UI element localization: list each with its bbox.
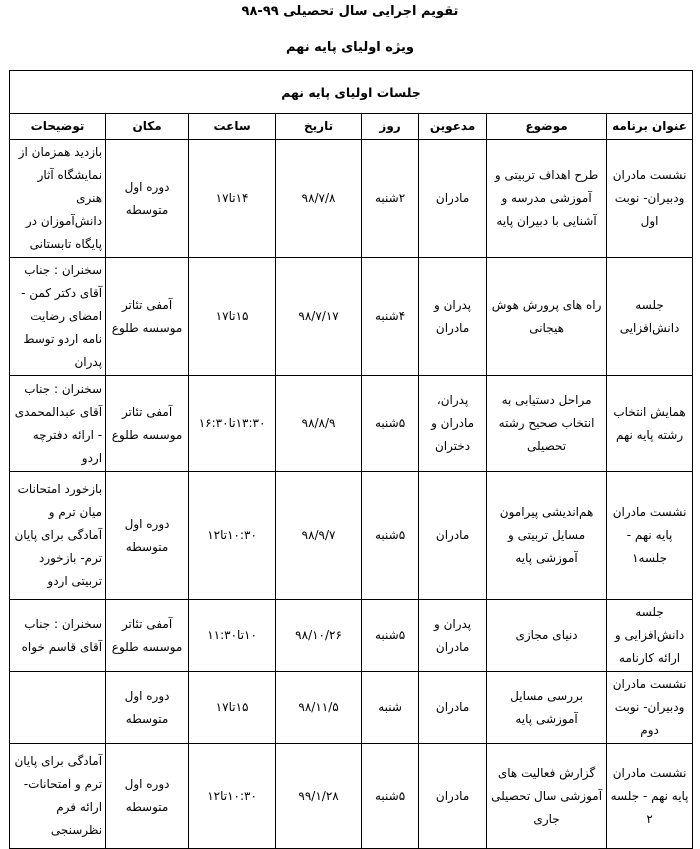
cell-program: همایش انتخاب رشته پایه نهم	[607, 376, 693, 472]
cell-program: جلسه دانش‌افزایی و ارائه کارنامه	[607, 600, 693, 672]
cell-day: ۲شنبه	[362, 140, 419, 258]
cell-date: ۹۸/۱۰/۲۶	[276, 600, 362, 672]
cell-notes: سخنران : جناب آقای قاسم خواه	[10, 600, 106, 672]
cell-day: ۵شنبه	[362, 376, 419, 472]
cell-place: دوره اول متوسطه	[106, 744, 189, 849]
cell-date: ۹۸/۸/۹	[276, 376, 362, 472]
column-header-notes: توضیحات	[10, 114, 106, 140]
table-row	[10, 672, 693, 744]
schedule-table	[9, 70, 693, 849]
cell-day: ۵شنبه	[362, 600, 419, 672]
cell-place: دوره اول متوسطه	[106, 140, 189, 258]
cell-notes	[10, 672, 106, 744]
table-caption: جلسات اولیای پایه نهم	[10, 71, 693, 114]
cell-invitees: مادران	[419, 744, 487, 849]
cell-invitees: مادران	[419, 140, 487, 258]
cell-notes: سخنران : جناب آقای عبدالمحمدی - ارائه دفترچه اردو	[10, 376, 106, 472]
cell-program: نشست مادران ودبیران- نوبت اول	[607, 140, 693, 258]
cell-notes: آمادگی برای پایان ترم و امتحانات- ارائه فرم نظرسنجی	[10, 744, 106, 849]
cell-time: ۱۰:۳۰تا۱۲	[189, 472, 276, 600]
cell-day: ۵شنبه	[362, 744, 419, 849]
cell-place: آمفی تئاتر موسسه طلوع	[106, 258, 189, 376]
cell-program: جلسه دانش‌افزایی	[607, 258, 693, 376]
cell-place: آمفی تئاتر موسسه طلوع	[106, 600, 189, 672]
cell-day: شنبه	[362, 672, 419, 744]
table-row	[10, 744, 693, 849]
cell-date: ۹۸/۷/۸	[276, 140, 362, 258]
cell-date: ۹۸/۷/۱۷	[276, 258, 362, 376]
table-row	[10, 258, 693, 376]
cell-topic: راه های پرورش هوش هیجانی	[487, 258, 607, 376]
column-header-invitees: مدعوین	[419, 114, 487, 140]
table-row	[10, 472, 693, 600]
cell-notes: بازخورد امتحانات میان ترم و آمادگی برای پایان ترم- بازخورد تربیتی اردو	[10, 472, 106, 600]
column-header-time: ساعت	[189, 114, 276, 140]
cell-date: ۹۸/۱۱/۵	[276, 672, 362, 744]
cell-time: ۱۴تا۱۷	[189, 140, 276, 258]
cell-date: ۹۹/۱/۲۸	[276, 744, 362, 849]
cell-topic: هم‌اندیشی پیرامون مسایل تربیتی و آموزشی پایه	[487, 472, 607, 600]
document-title: تقویم اجرایی سال تحصیلی ۹۹-۹۸	[241, 4, 459, 19]
cell-time: ۱۵تا۱۷	[189, 258, 276, 376]
cell-invitees: پدران و مادران	[419, 258, 487, 376]
cell-invitees: پدران، مادران و دختران	[419, 376, 487, 472]
table-row	[10, 600, 693, 672]
cell-time: ۱۳:۳۰تا۱۶:۳۰	[189, 376, 276, 472]
cell-place: آمفی تئاتر موسسه طلوع	[106, 376, 189, 472]
table-row	[10, 376, 693, 472]
cell-invitees: مادران	[419, 672, 487, 744]
column-header-date: تاریخ	[276, 114, 362, 140]
cell-topic: دنیای مجازی	[487, 600, 607, 672]
column-header-place: مکان	[106, 114, 189, 140]
column-header-topic: موضوع	[487, 114, 607, 140]
cell-time: ۱۰:۳۰تا۱۲	[189, 744, 276, 849]
cell-topic: طرح اهداف تربیتی و آموزشی مدرسه و آشنایی با دبیران پایه	[487, 140, 607, 258]
cell-program: نشست مادران پایه نهم - جلسه۱	[607, 472, 693, 600]
cell-place: دوره اول متوسطه	[106, 672, 189, 744]
cell-time: ۱۵تا۱۷	[189, 672, 276, 744]
cell-topic: گزارش فعالیت های آموزشی سال تحصیلی جاری	[487, 744, 607, 849]
cell-topic: بررسی مسایل آموزشی پایه	[487, 672, 607, 744]
cell-notes: سخنران : جناب آقای دکتر کمن - امضای رضایت نامه اردو توسط پدران	[10, 258, 106, 376]
cell-topic: مراحل دستیابی به انتخاب صحیح رشته تحصیلی	[487, 376, 607, 472]
table-header-row	[10, 114, 693, 140]
cell-time: ۱۰تا۱۱:۳۰	[189, 600, 276, 672]
document-subtitle: ویژه اولیای پایه نهم	[285, 40, 414, 55]
column-header-day: روز	[362, 114, 419, 140]
cell-place: دوره اول متوسطه	[106, 472, 189, 600]
column-header-program: عنوان برنامه	[607, 114, 693, 140]
cell-notes: بازدید همزمان از نمایشگاه آثار هنری دانش‌آموزان در پایگاه تابستانی	[10, 140, 106, 258]
cell-program: نشست مادران پایه نهم - جلسه ۲	[607, 744, 693, 849]
cell-day: ۵شنبه	[362, 472, 419, 600]
cell-program: نشست مادران ودبیران- نوبت دوم	[607, 672, 693, 744]
cell-date: ۹۸/۹/۷	[276, 472, 362, 600]
cell-invitees: پدران و مادران	[419, 600, 487, 672]
cell-invitees: مادران	[419, 472, 487, 600]
cell-day: ۴شنبه	[362, 258, 419, 376]
table-row	[10, 140, 693, 258]
